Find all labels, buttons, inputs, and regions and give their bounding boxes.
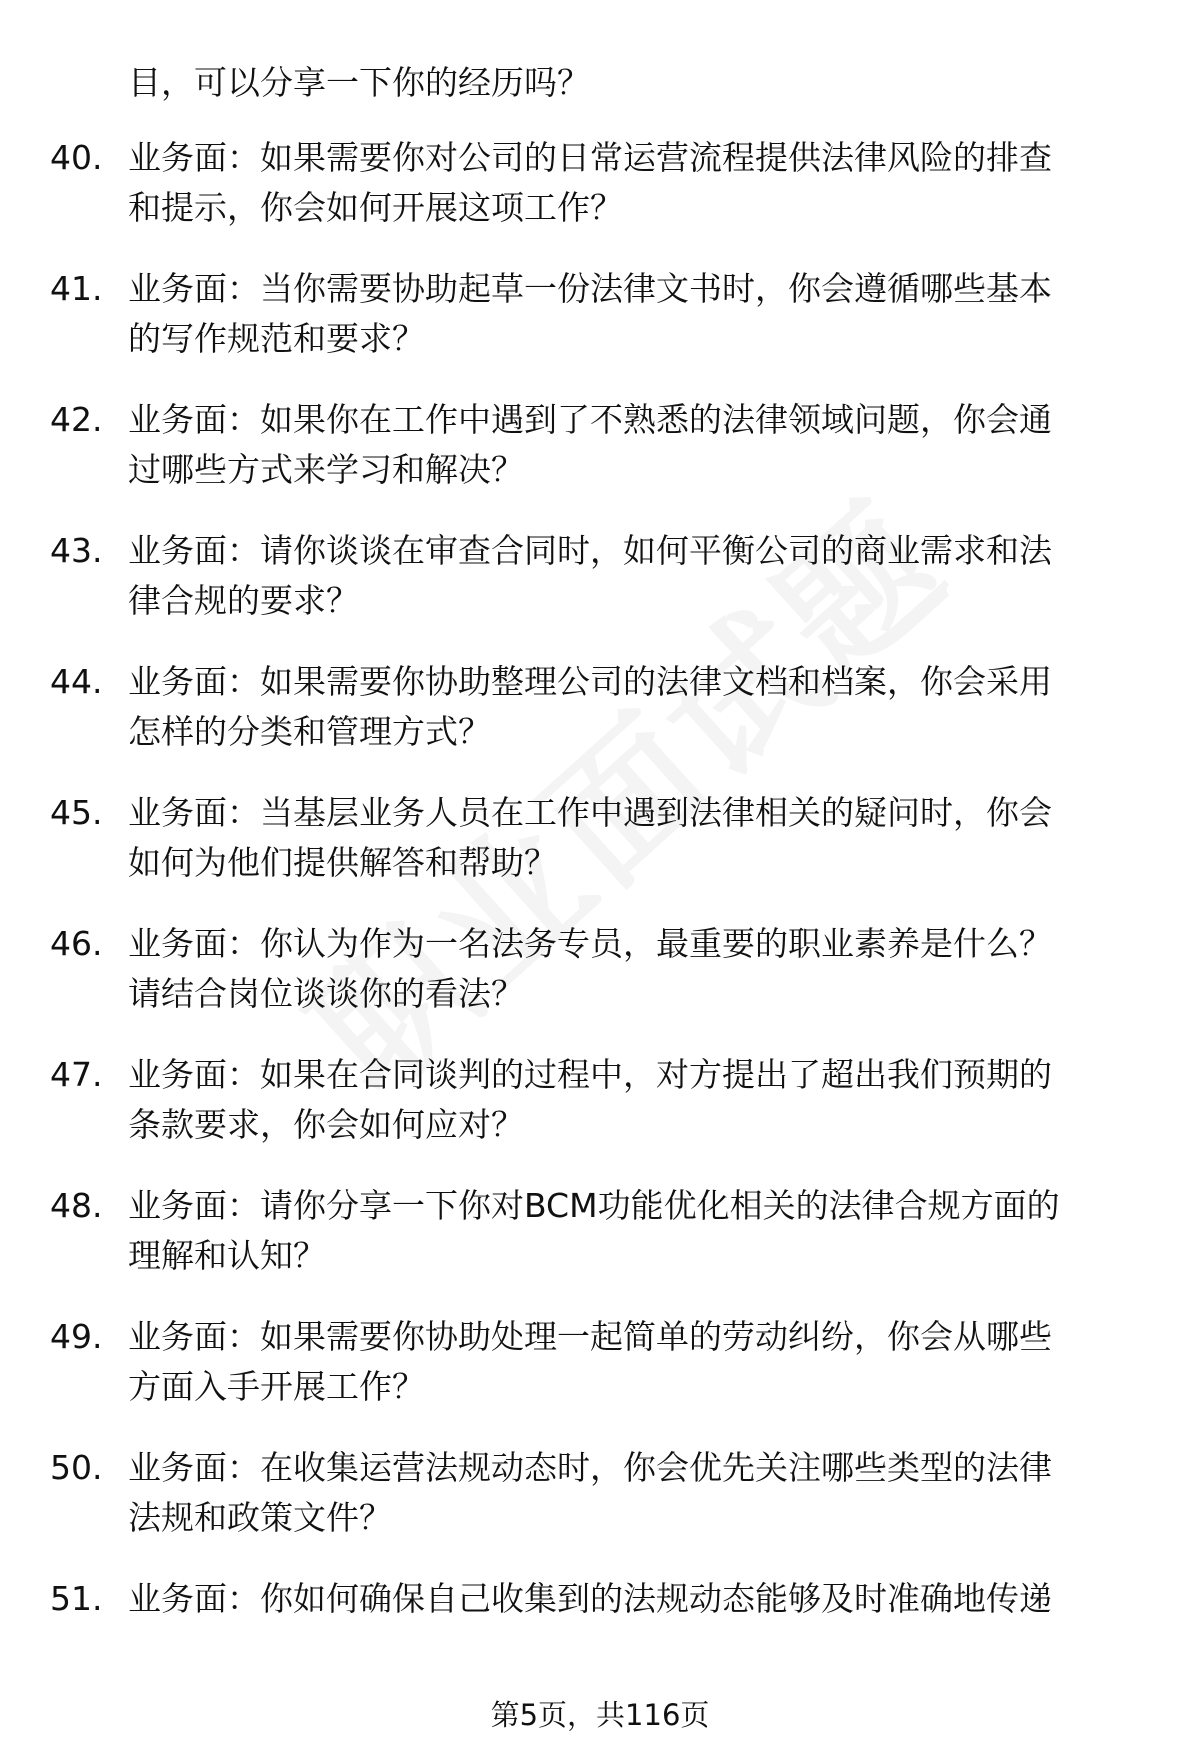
question-item-49 <box>0 1312 1200 1443</box>
question-number: 43. <box>50 531 103 570</box>
question-number: 40. <box>50 138 103 177</box>
question-line: 业务面：你认为作为一名法务专员，最重要的职业素养是什么？ <box>128 924 1052 963</box>
question-item-50 <box>0 1443 1200 1574</box>
question-list <box>0 133 1200 1705</box>
question-line: 律合规的要求？ <box>128 581 359 620</box>
question-text <box>128 788 1148 888</box>
question-item-51 <box>0 1574 1200 1705</box>
question-line: 怎样的分类和管理方式？ <box>128 712 491 751</box>
question-item-47 <box>0 1050 1200 1181</box>
question-text <box>128 1443 1148 1543</box>
question-text <box>128 1050 1148 1150</box>
question-text <box>128 526 1148 626</box>
question-text <box>128 919 1148 1019</box>
question-line: 法规和政策文件？ <box>128 1498 392 1537</box>
question-number: 42. <box>50 400 103 439</box>
question-line: 的写作规范和要求？ <box>128 319 425 358</box>
question-line: 过哪些方式来学习和解决？ <box>128 450 524 489</box>
question-text <box>128 395 1148 495</box>
question-line: 业务面：如果你在工作中遇到了不熟悉的法律领域问题，你会通 <box>128 400 1052 439</box>
question-line: 业务面：如果需要你协助整理公司的法律文档和档案，你会采用 <box>128 662 1052 701</box>
question-line: 业务面：在收集运营法规动态时，你会优先关注哪些类型的法律 <box>128 1448 1052 1487</box>
question-number: 49. <box>50 1317 103 1356</box>
page-number-footer: 第5页，共116页 <box>490 1698 710 1732</box>
question-item-41 <box>0 264 1200 395</box>
question-item-45 <box>0 788 1200 919</box>
question-number: 47. <box>50 1055 103 1094</box>
question-number: 48. <box>50 1186 103 1225</box>
question-number: 51. <box>50 1579 103 1618</box>
question-text <box>128 657 1148 757</box>
question-line: 如何为他们提供解答和帮助？ <box>128 843 557 882</box>
question-line: 条款要求，你会如何应对？ <box>128 1105 524 1144</box>
question-number: 46. <box>50 924 103 963</box>
question-text <box>128 133 1148 233</box>
question-text <box>128 1181 1148 1281</box>
question-item-46 <box>0 919 1200 1050</box>
question-line: 业务面：如果需要你协助处理一起简单的劳动纠纷，你会从哪些 <box>128 1317 1052 1356</box>
question-line: 业务面：当基层业务人员在工作中遇到法律相关的疑问时，你会 <box>128 793 1052 832</box>
question-item-40 <box>0 133 1200 264</box>
question-item-44 <box>0 657 1200 788</box>
question-line: 业务面：当你需要协助起草一份法律文书时，你会遵循哪些基本 <box>128 269 1052 308</box>
question-text <box>128 264 1148 364</box>
question-line: 业务面：请你谈谈在审查合同时，如何平衡公司的商业需求和法 <box>128 531 1052 570</box>
question-line: 业务面：请你分享一下你对BCM功能优化相关的法律合规方面的 <box>128 1186 1060 1225</box>
question-number: 41. <box>50 269 103 308</box>
question-line: 和提示，你会如何开展这项工作？ <box>128 188 623 227</box>
question-text <box>128 1574 1148 1624</box>
question-item-48 <box>0 1181 1200 1312</box>
question-number: 50. <box>50 1448 103 1487</box>
question-item-43 <box>0 526 1200 657</box>
question-text <box>128 1312 1148 1412</box>
question-line: 理解和认知？ <box>128 1236 326 1275</box>
question-line: 方面入手开展工作？ <box>128 1367 425 1406</box>
question-number: 44. <box>50 662 103 701</box>
question-line: 业务面：如果在合同谈判的过程中，对方提出了超出我们预期的 <box>128 1055 1052 1094</box>
question-line: 业务面：如果需要你对公司的日常运营流程提供法律风险的排查 <box>128 138 1052 177</box>
continuation-text: 目，可以分享一下你的经历吗？ <box>128 63 590 102</box>
question-number: 45. <box>50 793 103 832</box>
question-item-42 <box>0 395 1200 526</box>
question-line: 请结合岗位谈谈你的看法？ <box>128 974 524 1013</box>
question-line: 业务面：你如何确保自己收集到的法规动态能够及时准确地传递 <box>128 1579 1052 1618</box>
